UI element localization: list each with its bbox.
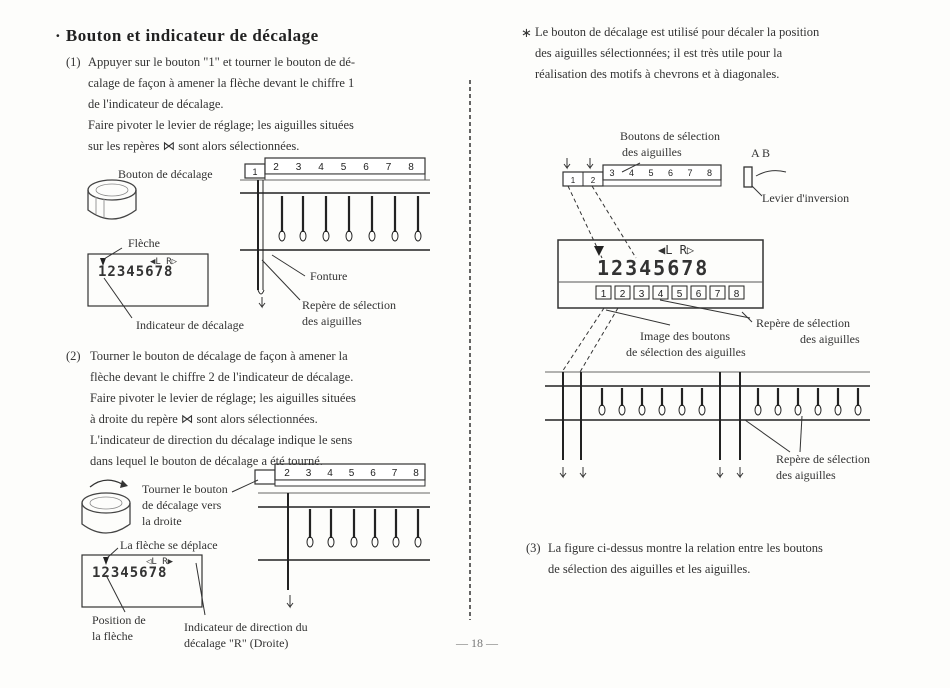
needle-latch — [300, 231, 306, 241]
label-inversion-lever: Levier d'inversion — [762, 191, 850, 205]
label-ab: A B — [751, 146, 771, 160]
needle-latch — [415, 537, 421, 547]
right-note: ∗ Le bouton de décalage est utilisé pour décaler la position des aiguilles sélectionnées; il est très utile pour la réalisation des motifs à chevrons et à diagonales. — [521, 25, 820, 81]
selector-button-number: 4 — [628, 168, 635, 178]
needle-bed-fig1 — [240, 180, 430, 307]
needle-latch — [372, 537, 378, 547]
display-digits-1: 12345678 — [98, 264, 174, 280]
label-arrow-position: Position de la flèche — [92, 613, 146, 643]
needle-bed-fig2 — [258, 493, 430, 607]
label-selection-mark: Repère de sélection des aiguilles — [756, 316, 860, 346]
selector-button-number: 7 — [687, 168, 693, 178]
selector-button-number: 4 — [318, 162, 324, 173]
display-digits-2: 12345678 — [92, 565, 168, 581]
selector-button-number: 4 — [327, 468, 333, 479]
needle-latch — [328, 537, 334, 547]
needle-latch — [639, 405, 645, 415]
needle-latch — [679, 405, 685, 415]
selector-button-number: 7 — [391, 468, 398, 479]
selector-button-number: 7 — [385, 162, 392, 173]
selector-button-number: 2 — [273, 162, 279, 173]
needle-latch — [307, 537, 313, 547]
label-button-image: Image des boutons de sélection des aiguilles — [626, 329, 746, 359]
needle-latch — [323, 231, 329, 241]
selector-buttons-fig1 — [245, 158, 425, 180]
selector-button-number: 6 — [370, 468, 376, 479]
selector-button-number: 8 — [706, 168, 713, 178]
selector-button-number: 3 — [295, 162, 302, 173]
selector-button-number: 5 — [348, 468, 355, 479]
needle-latch — [346, 231, 352, 241]
selector-button-number: 3 — [638, 289, 645, 300]
selector-button-number: 2 — [284, 468, 290, 479]
shift-indicator-display-2 — [82, 555, 202, 607]
selector-button-number: 5 — [340, 162, 347, 173]
needle-latch — [369, 231, 375, 241]
needle-latch — [392, 231, 398, 241]
needle-latch — [279, 231, 285, 241]
label-mark-1: Repère de sélection des aiguilles — [302, 298, 396, 328]
needle-latch — [855, 405, 861, 415]
selector-button-number: 6 — [363, 162, 369, 173]
fig3-display-digits: 12345678 — [597, 256, 710, 280]
svg-text:1: 1 — [252, 167, 258, 177]
needle-latch — [393, 537, 399, 547]
fig3-display-lr: ◀L R▷ — [658, 243, 695, 257]
label-turn-knob: Tourner le bouton de décalage vers la droite — [142, 482, 228, 528]
label-direction-indicator: Indicateur de direction du décalage "R" (Droite) — [184, 620, 308, 650]
selector-button-number: 3 — [609, 168, 615, 178]
selector-button-number: 2 — [590, 176, 596, 185]
needle-latch — [699, 405, 705, 415]
step-1-text: (1) Appuyer sur le bouton "1" et tourner le bouton de dé- calage de façon à amener la flèche devant le chiffre 1 de l'indicateur de décalage. Faire pivoter le levier de réglage; les aiguilles situées sur les repères ⋈ sont alors sélectionnées. — [66, 55, 356, 153]
selector-button-number: 7 — [714, 289, 721, 300]
label-shift-knob: Bouton de décalage — [118, 167, 213, 181]
selector-button-number: 1 — [600, 289, 607, 300]
selector-button-number: 4 — [657, 289, 664, 300]
display-lr-1: ◀L R▷ — [150, 257, 178, 267]
label-selection-mark-2: Repère de sélection des aiguilles — [776, 452, 870, 482]
needle-latch — [775, 405, 781, 415]
label-fonture: Fonture — [310, 269, 348, 283]
label-selector-buttons: Boutons de sélection des aiguilles — [620, 129, 720, 159]
selector-button-number: 6 — [667, 168, 674, 178]
needle-latch — [815, 405, 821, 415]
page-number: — 18 — — [456, 636, 498, 650]
needle-latch — [351, 537, 357, 547]
selector-button-number: 8 — [733, 289, 740, 300]
step-2-text: (2) Tourner le bouton de décalage de façon à amener la flèche devant le chiffre 2 de l'indicateur de décalage. Faire pivoter le levier de réglage; les aiguilles situées à droite du repère ⋈ sont alors sélectionnées. L'indicateur de direction du décalage indique le sens dans lequel le bouton de décalage a été tourné. — [66, 349, 356, 468]
display-lr-2: ◁L R▶ — [146, 557, 174, 567]
selector-button-number: 1 — [570, 176, 576, 185]
selector-button-number: 8 — [413, 468, 419, 479]
selector-button-number: 5 — [676, 289, 683, 300]
section-heading: · Bouton et indicateur de décalage — [55, 26, 319, 45]
shift-knob-illustration — [88, 180, 136, 219]
needle-latch — [619, 405, 625, 415]
selector-button-number: 3 — [305, 468, 312, 479]
needle-latch — [795, 405, 801, 415]
needle-latch — [659, 405, 665, 415]
step-3-text: (3) La figure ci-dessus montre la relation entre les boutons de sélection des aiguilles et les aiguilles. — [526, 541, 823, 576]
selector-button-number: 5 — [648, 168, 654, 178]
label-arrow: Flèche — [128, 236, 160, 250]
needle-latch — [755, 405, 761, 415]
label-shift-indicator: Indicateur de décalage — [136, 318, 244, 332]
label-arrow-moves: La flèche se déplace — [120, 538, 218, 552]
selector-button-number: 2 — [619, 289, 626, 300]
needle-latch — [835, 405, 841, 415]
selector-button-number: 8 — [408, 162, 414, 173]
needle-latch — [599, 405, 605, 415]
selector-buttons-fig3 — [563, 158, 721, 186]
selector-button-number: 6 — [695, 289, 702, 300]
needle-latch — [415, 231, 421, 241]
shift-knob-illustration-2 — [82, 480, 130, 533]
